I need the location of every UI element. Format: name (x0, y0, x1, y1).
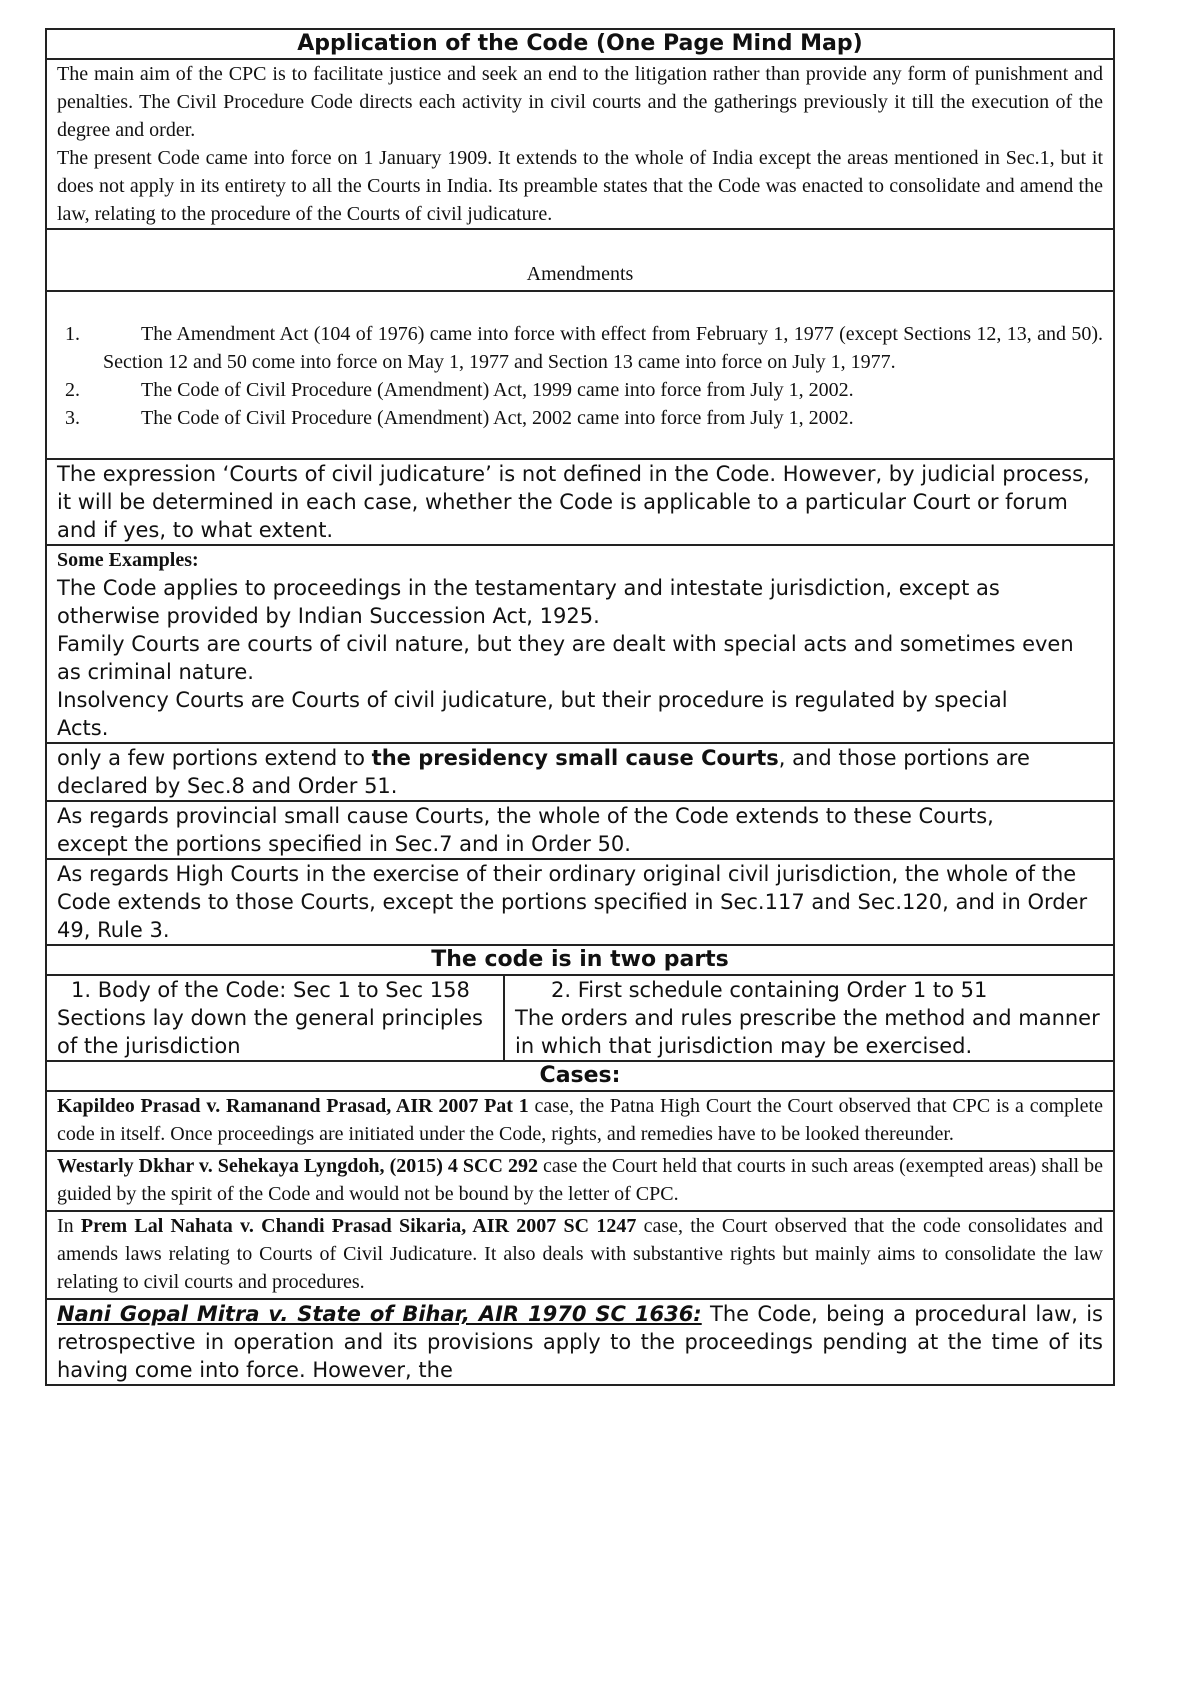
presidency-before: only a few portions extend to (57, 746, 372, 770)
list-text: The Amendment Act (104 of 1976) came into force with effect from February 1, 1977 (except Sections 12, 13, and 50). Section 12 and 50 come into force on May 1, 1977 and Section 13 came into force on July 1, 1977. (103, 323, 1103, 373)
examples-heading: Some Examples: (57, 549, 199, 571)
mind-map-document (45, 28, 1113, 1386)
part-two-title (515, 976, 1103, 1004)
case-prefix: In (57, 1215, 81, 1237)
amendments-heading-row (46, 229, 1114, 291)
case-text: The Code, being a procedural law, is retrospective in operation and its provisions apply to the proceedings pending at the time of its having come into force. However, the (57, 1302, 1103, 1382)
part-one-number: 1. (71, 978, 92, 1002)
list-number: 3. (65, 407, 80, 429)
part-two-number: 2. (551, 978, 572, 1002)
case-name: Prem Lal Nahata v. Chandi Prasad Sikaria, AIR 2007 SC 1247 (80, 1215, 637, 1237)
examples-row (46, 545, 1114, 743)
list-item (57, 376, 1103, 404)
case-westarly-row (46, 1151, 1114, 1211)
two-parts-row (46, 975, 1114, 1061)
intro-row (46, 59, 1114, 229)
two-parts-heading-row (46, 945, 1114, 975)
example-line: Family Courts are courts of civil nature, but they are dealt with special acts and sometimes even as criminal nature. (57, 632, 1074, 684)
expression-row (46, 459, 1114, 545)
intro-paragraph: The present Code came into force on 1 January 1909. It extends to the whole of India except the areas mentioned in Sec.1, but it does not apply in its entirety to all the Courts in India. Its preamble states that the Code was enacted to consolidate and amend the law, relating to the procedure of the Courts of civil judicature. (57, 147, 1103, 225)
example-line: The Code applies to proceedings in the testamentary and intestate jurisdiction, except as otherwise provided by Indian Succession Act, 1925. (57, 576, 1000, 628)
case-name: Nani Gopal Mitra v. State of Bihar, AIR 1970 SC 1636: (57, 1302, 702, 1326)
case-nani (46, 1299, 1114, 1385)
amendments-list-row (46, 291, 1114, 459)
list-item (57, 404, 1103, 432)
provincial-row (46, 801, 1114, 859)
part-one-title-text: Body of the Code: Sec 1 to Sec 158 (97, 978, 470, 1002)
part-one-cell (46, 975, 504, 1061)
intro-paragraph: The main aim of the CPC is to facilitate justice and seek an end to the litigation rather than provide any form of punishment and penalties. The Civil Procedure Code directs each activity in civil courts and the gatherings previously it till the execution of the degree and order. (57, 63, 1103, 141)
cases-heading: Cases: (46, 1061, 1114, 1091)
part-two-title-text: First schedule containing Order 1 to 51 (577, 978, 988, 1002)
part-one-title (57, 976, 493, 1004)
case-westarly (46, 1151, 1114, 1211)
case-prem-row (46, 1211, 1114, 1299)
provincial-line: except the portions specified in Sec.7 and in Order 50. (57, 832, 631, 856)
case-text: case, the Patna High Court the Court observed that CPC is a complete code in itself. Once proceedings are initiated under the Code, rights, and remedies have to be looked thereunder. (57, 1095, 1103, 1145)
part-one-description: Sections lay down the general principles of the jurisdiction (57, 1006, 483, 1058)
case-name: Westarly Dkhar v. Sehekaya Lyngdoh, (2015) 4 SCC 292 (57, 1155, 538, 1177)
intro-cell (46, 59, 1114, 229)
expression-text: The expression ‘Courts of civil judicature’ is not defined in the Code. However, by judicial process, it will be determined in each case, whether the Code is applicable to a particular Court or forum and if yes, to what extent. (46, 459, 1114, 545)
case-kapildeo-row (46, 1091, 1114, 1151)
amendments-heading: Amendments (46, 229, 1114, 291)
two-parts-heading: The code is in two parts (46, 945, 1114, 975)
case-prem (46, 1211, 1114, 1299)
list-number: 1. (65, 323, 80, 345)
provincial-line: As regards provincial small cause Courts, the whole of the Code extends to these Courts, (57, 804, 994, 828)
cases-heading-row (46, 1061, 1114, 1091)
presidency-bold: the presidency small cause Courts (371, 746, 779, 770)
case-text: case, the Court observed that the code consolidates and amends laws relating to Courts of Civil Judicature. It also deals with substantive rights but mainly aims to consolidate the law relating to civil courts and procedures. (57, 1215, 1103, 1293)
example-line: Insolvency Courts are Courts of civil judicature, but their procedure is regulated by special (57, 688, 1008, 712)
case-name: Kapildeo Prasad v. Ramanand Prasad, AIR 2007 Pat 1 (57, 1095, 529, 1117)
title-row (46, 29, 1114, 59)
examples-cell (46, 545, 1114, 743)
case-kapildeo (46, 1091, 1114, 1151)
amendments-list (46, 291, 1114, 459)
part-two-cell (504, 975, 1114, 1061)
list-text: The Code of Civil Procedure (Amendment) Act, 1999 came into force from July 1, 2002. (141, 379, 854, 401)
presidency-after: , and those portions are declared by Sec.8 and Order 51. (57, 746, 1030, 798)
presidency-row (46, 743, 1114, 801)
high-courts-row (46, 859, 1114, 945)
list-number: 2. (65, 379, 80, 401)
high-courts-text: As regards High Courts in the exercise of their ordinary original civil jurisdiction, the whole of the Code extends to those Courts, except the portions specified in Sec.117 and Sec.120, and in Order 49, Rule 3. (46, 859, 1114, 945)
example-line: Acts. (57, 716, 109, 740)
case-nani-row (46, 1299, 1114, 1385)
list-item (57, 320, 1103, 376)
list-text: The Code of Civil Procedure (Amendment) Act, 2002 came into force from July 1, 2002. (141, 407, 854, 429)
case-nani-clip (57, 1300, 1103, 1384)
case-text: case the Court held that courts in such areas (exempted areas) shall be guided by the spirit of the Code and would not be bound by the letter of CPC. (57, 1155, 1103, 1205)
part-two-description: The orders and rules prescribe the method and manner in which that jurisdiction may be exercised. (515, 1006, 1100, 1058)
mind-map-table (45, 28, 1115, 1386)
presidency-text (46, 743, 1114, 801)
provincial-cell (46, 801, 1114, 859)
page-title: Application of the Code (One Page Mind Map) (46, 29, 1114, 59)
